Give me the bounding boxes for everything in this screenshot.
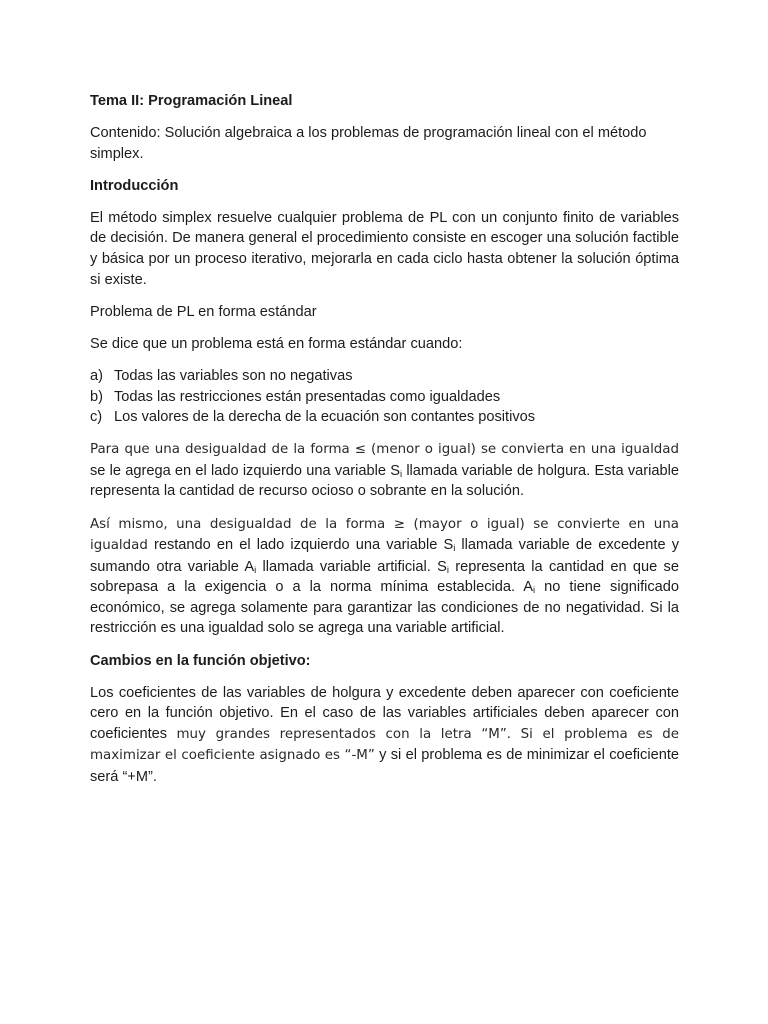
- holgura-text-2: llamada variable de holgura. Esta variable representa la cantidad de recurso ocioso o sobrante en la solución.: [90, 462, 679, 500]
- cambios-paragraph: [90, 683, 679, 788]
- list-item: [90, 387, 679, 408]
- excedente-text-1: restando en el lado izquierdo una variable S: [147, 537, 454, 554]
- excedente-lead-text: Así mismo, una desigualdad de la forma ≥ (mayor o igual) se convierte en una igualdad: [90, 516, 679, 554]
- holgura-paragraph: [90, 439, 679, 502]
- excedente-text-5: no tiene significado económico, se agrega solamente para garantizar las condiciones de no negatividad. Si la restricción es una igualdad solo se agrega una variable artificial.: [90, 579, 680, 637]
- excedente-text-3: llamada variable artificial. S: [256, 558, 447, 575]
- conditions-list: [90, 366, 679, 428]
- subscript-i: i: [453, 543, 456, 555]
- contenido-paragraph: Contenido: Solución algebraica a los problemas de programación lineal con el método simplex.: [90, 125, 647, 162]
- list-item-text: Todas las variables son no negativas: [114, 367, 353, 384]
- cambios-heading: Cambios en la función objetivo:: [90, 652, 311, 669]
- introduccion-paragraph: El método simplex resuelve cualquier problema de PL con un conjunto finito de variables de decisión. De manera general el procedimiento consiste en escoger una solución factible y básica por un proceso iterativo, mejorarla en cada ciclo hasta obtener la solución óptima si existe.: [90, 209, 679, 288]
- list-item: [90, 407, 679, 428]
- introduccion-heading: Introducción: [90, 177, 179, 194]
- holgura-lead-text: Para que una desigualdad de la forma ≤ (menor o igual) se convierta en una igualdad: [90, 442, 679, 458]
- excedente-text-2: llamada variable de excedente y sumando otra variable A: [90, 537, 679, 575]
- subscript-i: i: [533, 585, 536, 597]
- list-marker: c): [90, 409, 103, 426]
- subscript-i: i: [399, 468, 403, 480]
- list-item-text: Todas las restricciones están presentadas como igualdades: [114, 388, 501, 405]
- forma-estandar-heading: Problema de PL en forma estándar: [90, 303, 317, 320]
- list-marker: b): [90, 388, 103, 405]
- document-title: Tema II: Programación Lineal: [90, 93, 293, 109]
- excedente-paragraph: [90, 514, 679, 640]
- cambios-text-1: Los coeficientes de las variables de holgura y excedente deben aparecer con coeficiente cero en la función objetivo. En el caso de las variables artificiales deben aparecer con coeficientes: [90, 684, 679, 742]
- document-page: [90, 91, 679, 799]
- list-item: [90, 366, 679, 387]
- cambios-text-3: y si el problema es de minimizar el coeficiente será “+M”.: [90, 747, 679, 786]
- subscript-i: i: [446, 564, 449, 576]
- cambios-text-2: muy grandes representados con la letra “M”. Si el problema es de maximizar el coeficiente asignado es “-M”: [90, 726, 680, 764]
- holgura-text-1: se le agrega en el lado izquierdo una variable S: [90, 462, 400, 479]
- forma-estandar-intro: Se dice que un problema está en forma estándar cuando:: [90, 335, 463, 352]
- excedente-text-4: representa la cantidad en que se sobrepasa a la exigencia o a la norma mínima establecida. A: [90, 558, 679, 596]
- list-marker: a): [90, 367, 103, 384]
- subscript-i: i: [254, 564, 257, 576]
- list-item-text: Los valores de la derecha de la ecuación son contantes positivos: [114, 409, 536, 426]
